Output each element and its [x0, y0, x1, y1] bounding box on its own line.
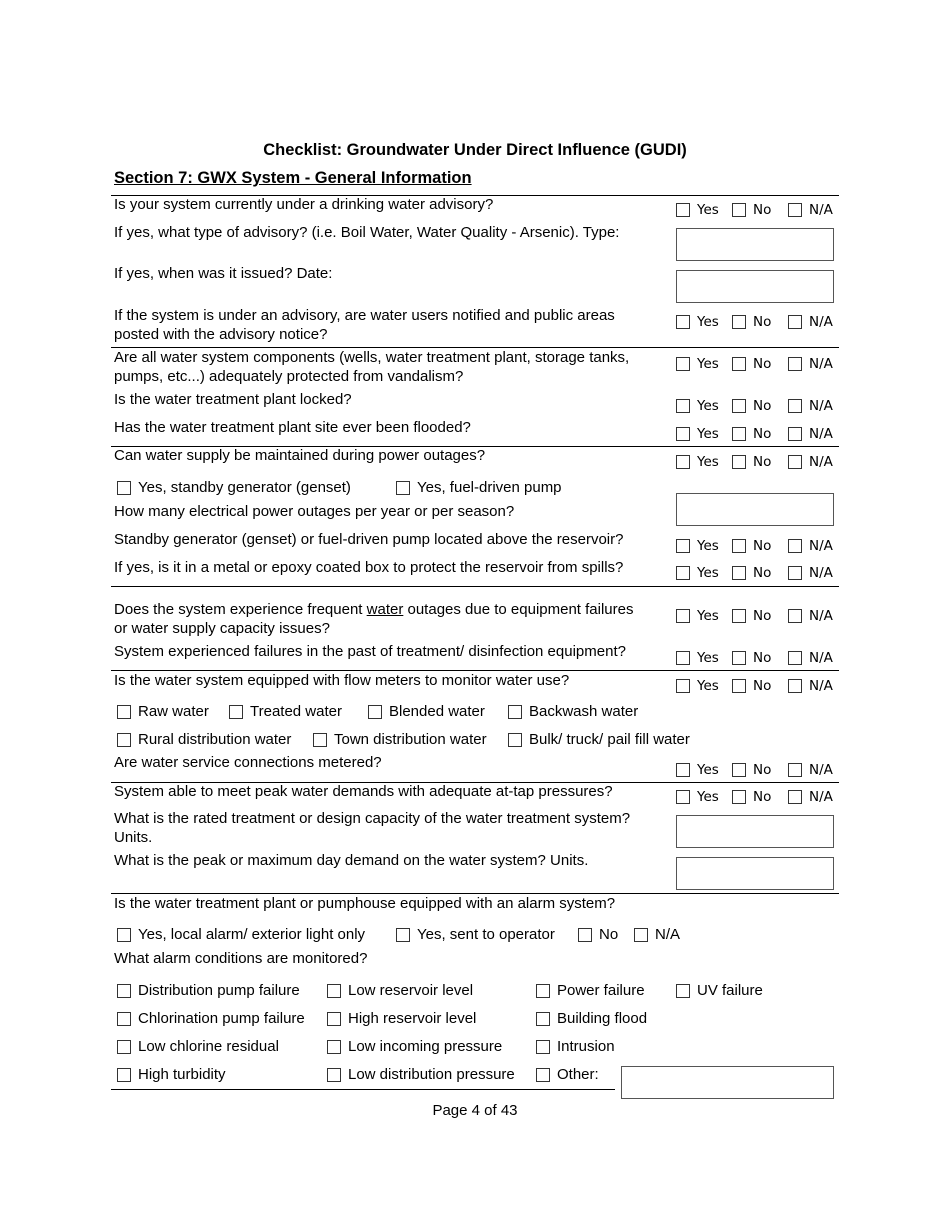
flow-meters-na-checkbox[interactable]	[788, 679, 802, 693]
blended-water-label: Blended water	[389, 703, 485, 720]
intrusion-label: Intrusion	[557, 1038, 615, 1055]
advisory-notified-na-checkbox[interactable]	[788, 315, 802, 329]
power-outages-field[interactable]	[676, 493, 834, 526]
generator-box-no-checkbox[interactable]	[732, 566, 746, 580]
alarm-na-label: N/A	[655, 926, 681, 943]
bulk-fill-checkbox[interactable]	[508, 733, 522, 747]
failures-yes-label: Yes	[697, 650, 719, 666]
metered-na-label: N/A	[809, 762, 833, 778]
question-power-outages: How many electrical power outages per year or per season?	[114, 503, 515, 520]
peak-demand-field[interactable]	[676, 857, 834, 890]
power-na-label: N/A	[809, 454, 833, 470]
generator-above-no-label: No	[753, 538, 772, 554]
advisory-notified-yes-label: Yes	[697, 314, 719, 330]
rural-distribution-label: Rural distribution water	[138, 731, 292, 748]
vandalism-na-checkbox[interactable]	[788, 357, 802, 371]
sent-to-operator-label: Yes, sent to operator	[417, 926, 555, 943]
advisory-no-checkbox[interactable]	[732, 203, 746, 217]
failures-na-label: N/A	[809, 650, 833, 666]
flow-meters-na-label: N/A	[809, 678, 833, 694]
advisory-na-checkbox[interactable]	[788, 203, 802, 217]
failures-na-checkbox[interactable]	[788, 651, 802, 665]
treated-water-label: Treated water	[250, 703, 342, 720]
divider	[111, 670, 839, 671]
locked-na-label: N/A	[809, 398, 833, 414]
advisory-notified-na-label: N/A	[809, 314, 833, 330]
blended-water-checkbox[interactable]	[368, 705, 382, 719]
question-peak-demand: What is the peak or maximum day demand on the water system? Units.	[114, 852, 589, 869]
water-outages-no-checkbox[interactable]	[732, 609, 746, 623]
question-alarm: Is the water treatment plant or pumphouse equipped with an alarm system?	[114, 895, 616, 912]
generator-above-yes-checkbox[interactable]	[676, 539, 690, 553]
page-number: Page 4 of 43	[432, 1102, 518, 1119]
generator-box-yes-label: Yes	[697, 565, 719, 581]
fuel-pump-checkbox[interactable]	[396, 481, 410, 495]
other-condition-checkbox[interactable]	[536, 1068, 550, 1082]
rural-distribution-checkbox[interactable]	[117, 733, 131, 747]
document-title: Checklist: Groundwater Under Direct Influence (GUDI)	[263, 141, 687, 159]
failures-yes-checkbox[interactable]	[676, 651, 690, 665]
generator-above-na-checkbox[interactable]	[788, 539, 802, 553]
flooded-na-label: N/A	[809, 426, 833, 442]
flooded-na-checkbox[interactable]	[788, 427, 802, 441]
peak-na-checkbox[interactable]	[788, 790, 802, 804]
advisory-notified-yes-checkbox[interactable]	[676, 315, 690, 329]
power-na-checkbox[interactable]	[788, 455, 802, 469]
town-distribution-checkbox[interactable]	[313, 733, 327, 747]
divider	[111, 586, 839, 587]
bulk-fill-label: Bulk/ truck/ pail fill water	[529, 731, 690, 748]
question-water-outages-cont: or water supply capacity issues?	[114, 620, 330, 637]
flow-meters-no-label: No	[753, 678, 772, 694]
flooded-yes-checkbox[interactable]	[676, 427, 690, 441]
question-flooded: Has the water treatment plant site ever been flooded?	[114, 419, 471, 436]
raw-water-label: Raw water	[138, 703, 209, 720]
high-reservoir-checkbox[interactable]	[327, 1012, 341, 1026]
question-advisory-notified: If the system is under an advisory, are water users notified and public areas	[114, 307, 615, 324]
low-chlorine-checkbox[interactable]	[117, 1040, 131, 1054]
backwash-water-label: Backwash water	[529, 703, 639, 720]
vandalism-no-label: No	[753, 356, 772, 372]
question-capacity-cont: Units.	[114, 829, 153, 846]
question-water-outages: Does the system experience frequent water outages due to equipment failures	[114, 601, 634, 618]
alarm-no-checkbox[interactable]	[578, 928, 592, 942]
high-reservoir-label: High reservoir level	[348, 1010, 477, 1027]
flooded-no-label: No	[753, 426, 772, 442]
metered-no-label: No	[753, 762, 772, 778]
question-advisory: Is your system currently under a drinking water advisory?	[114, 196, 494, 213]
backwash-water-checkbox[interactable]	[508, 705, 522, 719]
low-incoming-pressure-label: Low incoming pressure	[348, 1038, 503, 1055]
local-alarm-checkbox[interactable]	[117, 928, 131, 942]
capacity-field[interactable]	[676, 815, 834, 848]
advisory-notified-no-label: No	[753, 314, 772, 330]
low-reservoir-label: Low reservoir level	[348, 982, 474, 999]
generator-box-na-label: N/A	[809, 565, 833, 581]
power-yes-checkbox[interactable]	[676, 455, 690, 469]
failures-no-label: No	[753, 650, 772, 666]
low-distribution-pressure-label: Low distribution pressure	[348, 1066, 515, 1083]
raw-water-checkbox[interactable]	[117, 705, 131, 719]
question-advisory-type: If yes, what type of advisory? (i.e. Boil Water, Water Quality - Arsenic). Type:	[114, 224, 620, 241]
advisory-yes-label: Yes	[697, 202, 719, 218]
divider	[111, 347, 839, 348]
question-vandalism-cont: pumps, etc...) adequately protected from vandalism?	[114, 368, 464, 385]
other-condition-field[interactable]	[621, 1066, 834, 1099]
section-heading: Section 7: GWX System - General Information	[114, 169, 472, 187]
intrusion-checkbox[interactable]	[536, 1040, 550, 1054]
question-flow-meters: Is the water system equipped with flow meters to monitor water use?	[114, 672, 570, 689]
peak-yes-checkbox[interactable]	[676, 790, 690, 804]
flow-meters-yes-checkbox[interactable]	[676, 679, 690, 693]
power-yes-label: Yes	[697, 454, 719, 470]
other-condition-label: Other:	[557, 1066, 599, 1083]
low-chlorine-label: Low chlorine residual	[138, 1038, 279, 1055]
locked-na-checkbox[interactable]	[788, 399, 802, 413]
question-locked: Is the water treatment plant locked?	[114, 391, 352, 408]
question-metered: Are water service connections metered?	[114, 754, 382, 771]
divider	[111, 893, 839, 894]
locked-no-checkbox[interactable]	[732, 399, 746, 413]
question-generator-box: If yes, is it in a metal or epoxy coated box to protect the reservoir from spills?	[114, 559, 624, 576]
fuel-pump-label: Yes, fuel-driven pump	[417, 479, 562, 496]
vandalism-no-checkbox[interactable]	[732, 357, 746, 371]
question-peak: System able to meet peak water demands with adequate at-tap pressures?	[114, 783, 613, 800]
metered-no-checkbox[interactable]	[732, 763, 746, 777]
high-turbidity-checkbox[interactable]	[117, 1068, 131, 1082]
question-capacity: What is the rated treatment or design capacity of the water treatment system?	[114, 810, 631, 827]
question-power: Can water supply be maintained during power outages?	[114, 447, 486, 464]
power-failure-checkbox[interactable]	[536, 984, 550, 998]
vandalism-na-label: N/A	[809, 356, 833, 372]
advisory-no-label: No	[753, 202, 772, 218]
peak-no-label: No	[753, 789, 772, 805]
question-failures: System experienced failures in the past of treatment/ disinfection equipment?	[114, 643, 626, 660]
genset-label: Yes, standby generator (genset)	[138, 479, 351, 496]
dist-pump-failure-label: Distribution pump failure	[138, 982, 300, 999]
low-distribution-pressure-checkbox[interactable]	[327, 1068, 341, 1082]
sent-to-operator-checkbox[interactable]	[396, 928, 410, 942]
generator-above-yes-label: Yes	[697, 538, 719, 554]
treated-water-checkbox[interactable]	[229, 705, 243, 719]
metered-yes-checkbox[interactable]	[676, 763, 690, 777]
metered-yes-label: Yes	[697, 762, 719, 778]
power-failure-label: Power failure	[557, 982, 645, 999]
advisory-date-field[interactable]	[676, 270, 834, 303]
flow-meters-yes-label: Yes	[697, 678, 719, 694]
flooded-no-checkbox[interactable]	[732, 427, 746, 441]
uv-failure-label: UV failure	[697, 982, 763, 999]
local-alarm-label: Yes, local alarm/ exterior light only	[138, 926, 366, 943]
uv-failure-checkbox[interactable]	[676, 984, 690, 998]
water-outages-yes-label: Yes	[697, 608, 719, 624]
building-flood-checkbox[interactable]	[536, 1012, 550, 1026]
vandalism-yes-label: Yes	[697, 356, 719, 372]
generator-box-yes-checkbox[interactable]	[676, 566, 690, 580]
dist-pump-failure-checkbox[interactable]	[117, 984, 131, 998]
water-outages-na-checkbox[interactable]	[788, 609, 802, 623]
locked-yes-label: Yes	[697, 398, 719, 414]
locked-yes-checkbox[interactable]	[676, 399, 690, 413]
building-flood-label: Building flood	[557, 1010, 648, 1027]
vandalism-yes-checkbox[interactable]	[676, 357, 690, 371]
failures-no-checkbox[interactable]	[732, 651, 746, 665]
alarm-na-checkbox[interactable]	[634, 928, 648, 942]
alarm-no-label: No	[599, 926, 619, 943]
water-outages-no-label: No	[753, 608, 772, 624]
genset-checkbox[interactable]	[117, 481, 131, 495]
question-alarm-conditions: What alarm conditions are monitored?	[114, 950, 368, 967]
power-no-label: No	[753, 454, 772, 470]
high-turbidity-label: High turbidity	[138, 1066, 226, 1083]
flooded-yes-label: Yes	[697, 426, 719, 442]
water-outages-na-label: N/A	[809, 608, 833, 624]
power-no-checkbox[interactable]	[732, 455, 746, 469]
low-reservoir-checkbox[interactable]	[327, 984, 341, 998]
advisory-notified-no-checkbox[interactable]	[732, 315, 746, 329]
generator-box-no-label: No	[753, 565, 772, 581]
generator-above-na-label: N/A	[809, 538, 833, 554]
chlor-pump-failure-label: Chlorination pump failure	[138, 1010, 305, 1027]
metered-na-checkbox[interactable]	[788, 763, 802, 777]
peak-na-label: N/A	[809, 789, 833, 805]
question-vandalism: Are all water system components (wells, water treatment plant, storage tanks,	[114, 349, 630, 366]
generator-above-no-checkbox[interactable]	[732, 539, 746, 553]
divider	[111, 1089, 615, 1090]
advisory-yes-checkbox[interactable]	[676, 203, 690, 217]
flow-meters-no-checkbox[interactable]	[732, 679, 746, 693]
advisory-na-label: N/A	[809, 202, 833, 218]
question-advisory-date: If yes, when was it issued? Date:	[114, 265, 333, 282]
question-advisory-notified-cont: posted with the advisory notice?	[114, 326, 328, 343]
advisory-type-field[interactable]	[676, 228, 834, 261]
peak-no-checkbox[interactable]	[732, 790, 746, 804]
town-distribution-label: Town distribution water	[334, 731, 487, 748]
generator-box-na-checkbox[interactable]	[788, 566, 802, 580]
locked-no-label: No	[753, 398, 772, 414]
low-incoming-pressure-checkbox[interactable]	[327, 1040, 341, 1054]
question-generator-above: Standby generator (genset) or fuel-driven pump located above the reservoir?	[114, 531, 624, 548]
peak-yes-label: Yes	[697, 789, 719, 805]
water-outages-yes-checkbox[interactable]	[676, 609, 690, 623]
chlor-pump-failure-checkbox[interactable]	[117, 1012, 131, 1026]
